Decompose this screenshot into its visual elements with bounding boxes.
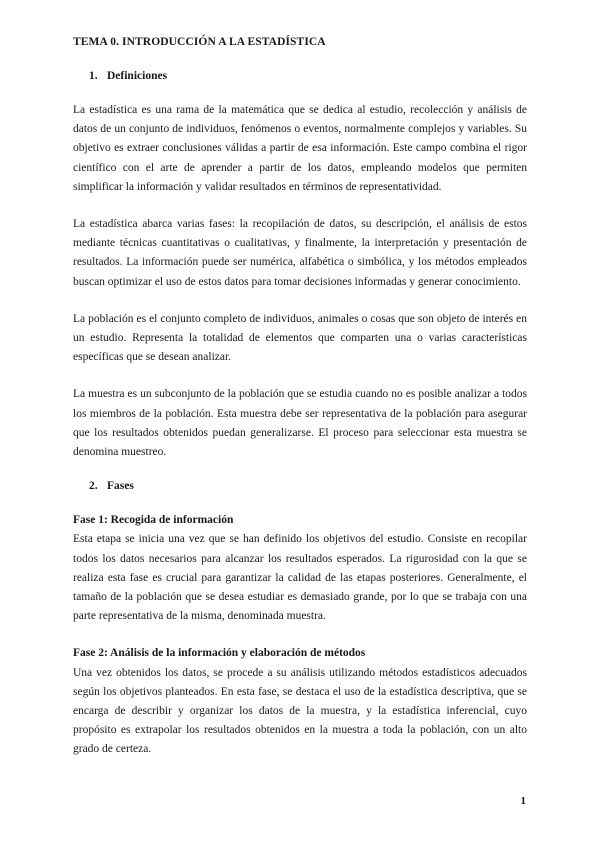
section-number: 2.	[89, 480, 98, 493]
paragraph-definicion-estadistica: La estadística es una rama de la matemática que se dedica al estudio, recolección y análisis de datos de un conjunto de individuos, fenómenos o eventos, normalmente complejos y variables. Su objetivo es extraer conclusiones válidas a partir de esa información. Este campo combina el rigor científico con el arte de aprender a partir de los datos, empleando modelos que permiten simplificar la información y validar resultados en términos de representatividad.	[73, 104, 527, 193]
section-heading-definiciones	[89, 70, 527, 82]
section-title: Definiciones	[107, 70, 168, 82]
phase-1-text: Esta etapa se inicia una vez que se han definido los objetivos del estudio. Consiste en recopilar todos los datos necesarios para alcanzar los resultados esperados. La rigurosidad con la que se realiza esta fase es crucial para garantizar la calidad de las etapas posteriores. Generalmente, el tamaño de la población que se desea estudiar es demasiado grande, por lo que se trabaja con una parte representativa de la misma, denominada muestra.	[73, 533, 527, 623]
document-page	[73, 36, 527, 778]
section-number: 1.	[89, 70, 98, 82]
paragraph-poblacion: La población es el conjunto completo de individuos, animales o cosas que son objeto de interés en un estudio. Representa la totalidad de elementos que comparten una o varias características específicas que se desean analizar.	[73, 312, 527, 364]
section-heading-fases	[89, 480, 527, 492]
phase-2-text: Una vez obtenidos los datos, se procede a su análisis utilizando métodos estadísticos adecuados según los objetivos planteados. En esta fase, se destaca el uso de la estadística descriptiva, que se encarga de describir y organizar los datos de la muestra, y la estadística inferencial, cuyo propósito es extrapolar los resultados obtenidos en la muestra a toda la población, con un alto grado de certeza.	[73, 666, 527, 756]
section-title: Fases	[107, 480, 134, 493]
paragraph-fases-estadistica: La estadística abarca varias fases: la recopilación de datos, su descripción, el análisis de estos mediante técnicas cuantitativas o cualitativas, y finalmente, la interpretación y presentación de resultados. La información puede ser numérica, alfabética o simbólica, y los métodos empleados buscan optimizar el uso de estos datos para tomar decisiones informadas y generar conocimiento.	[73, 218, 527, 288]
paragraph-muestra: La muestra es un subconjunto de la población que se estudia cuando no es posible analizar a todos los miembros de la población. Esta muestra debe ser representativa de la población para asegurar que los resultados obtenidos puedan generalizarse. El proceso para seleccionar esta muestra se denomina muestreo.	[73, 388, 527, 459]
page-number: 1	[520, 795, 526, 807]
document-title: TEMA 0. INTRODUCCIÓN A LA ESTADÍSTICA	[73, 36, 326, 48]
phase-2-title: Fase 2: Análisis de la información y elaboración de métodos	[73, 647, 366, 660]
phase-1-title: Fase 1: Recogida de información	[73, 514, 234, 527]
